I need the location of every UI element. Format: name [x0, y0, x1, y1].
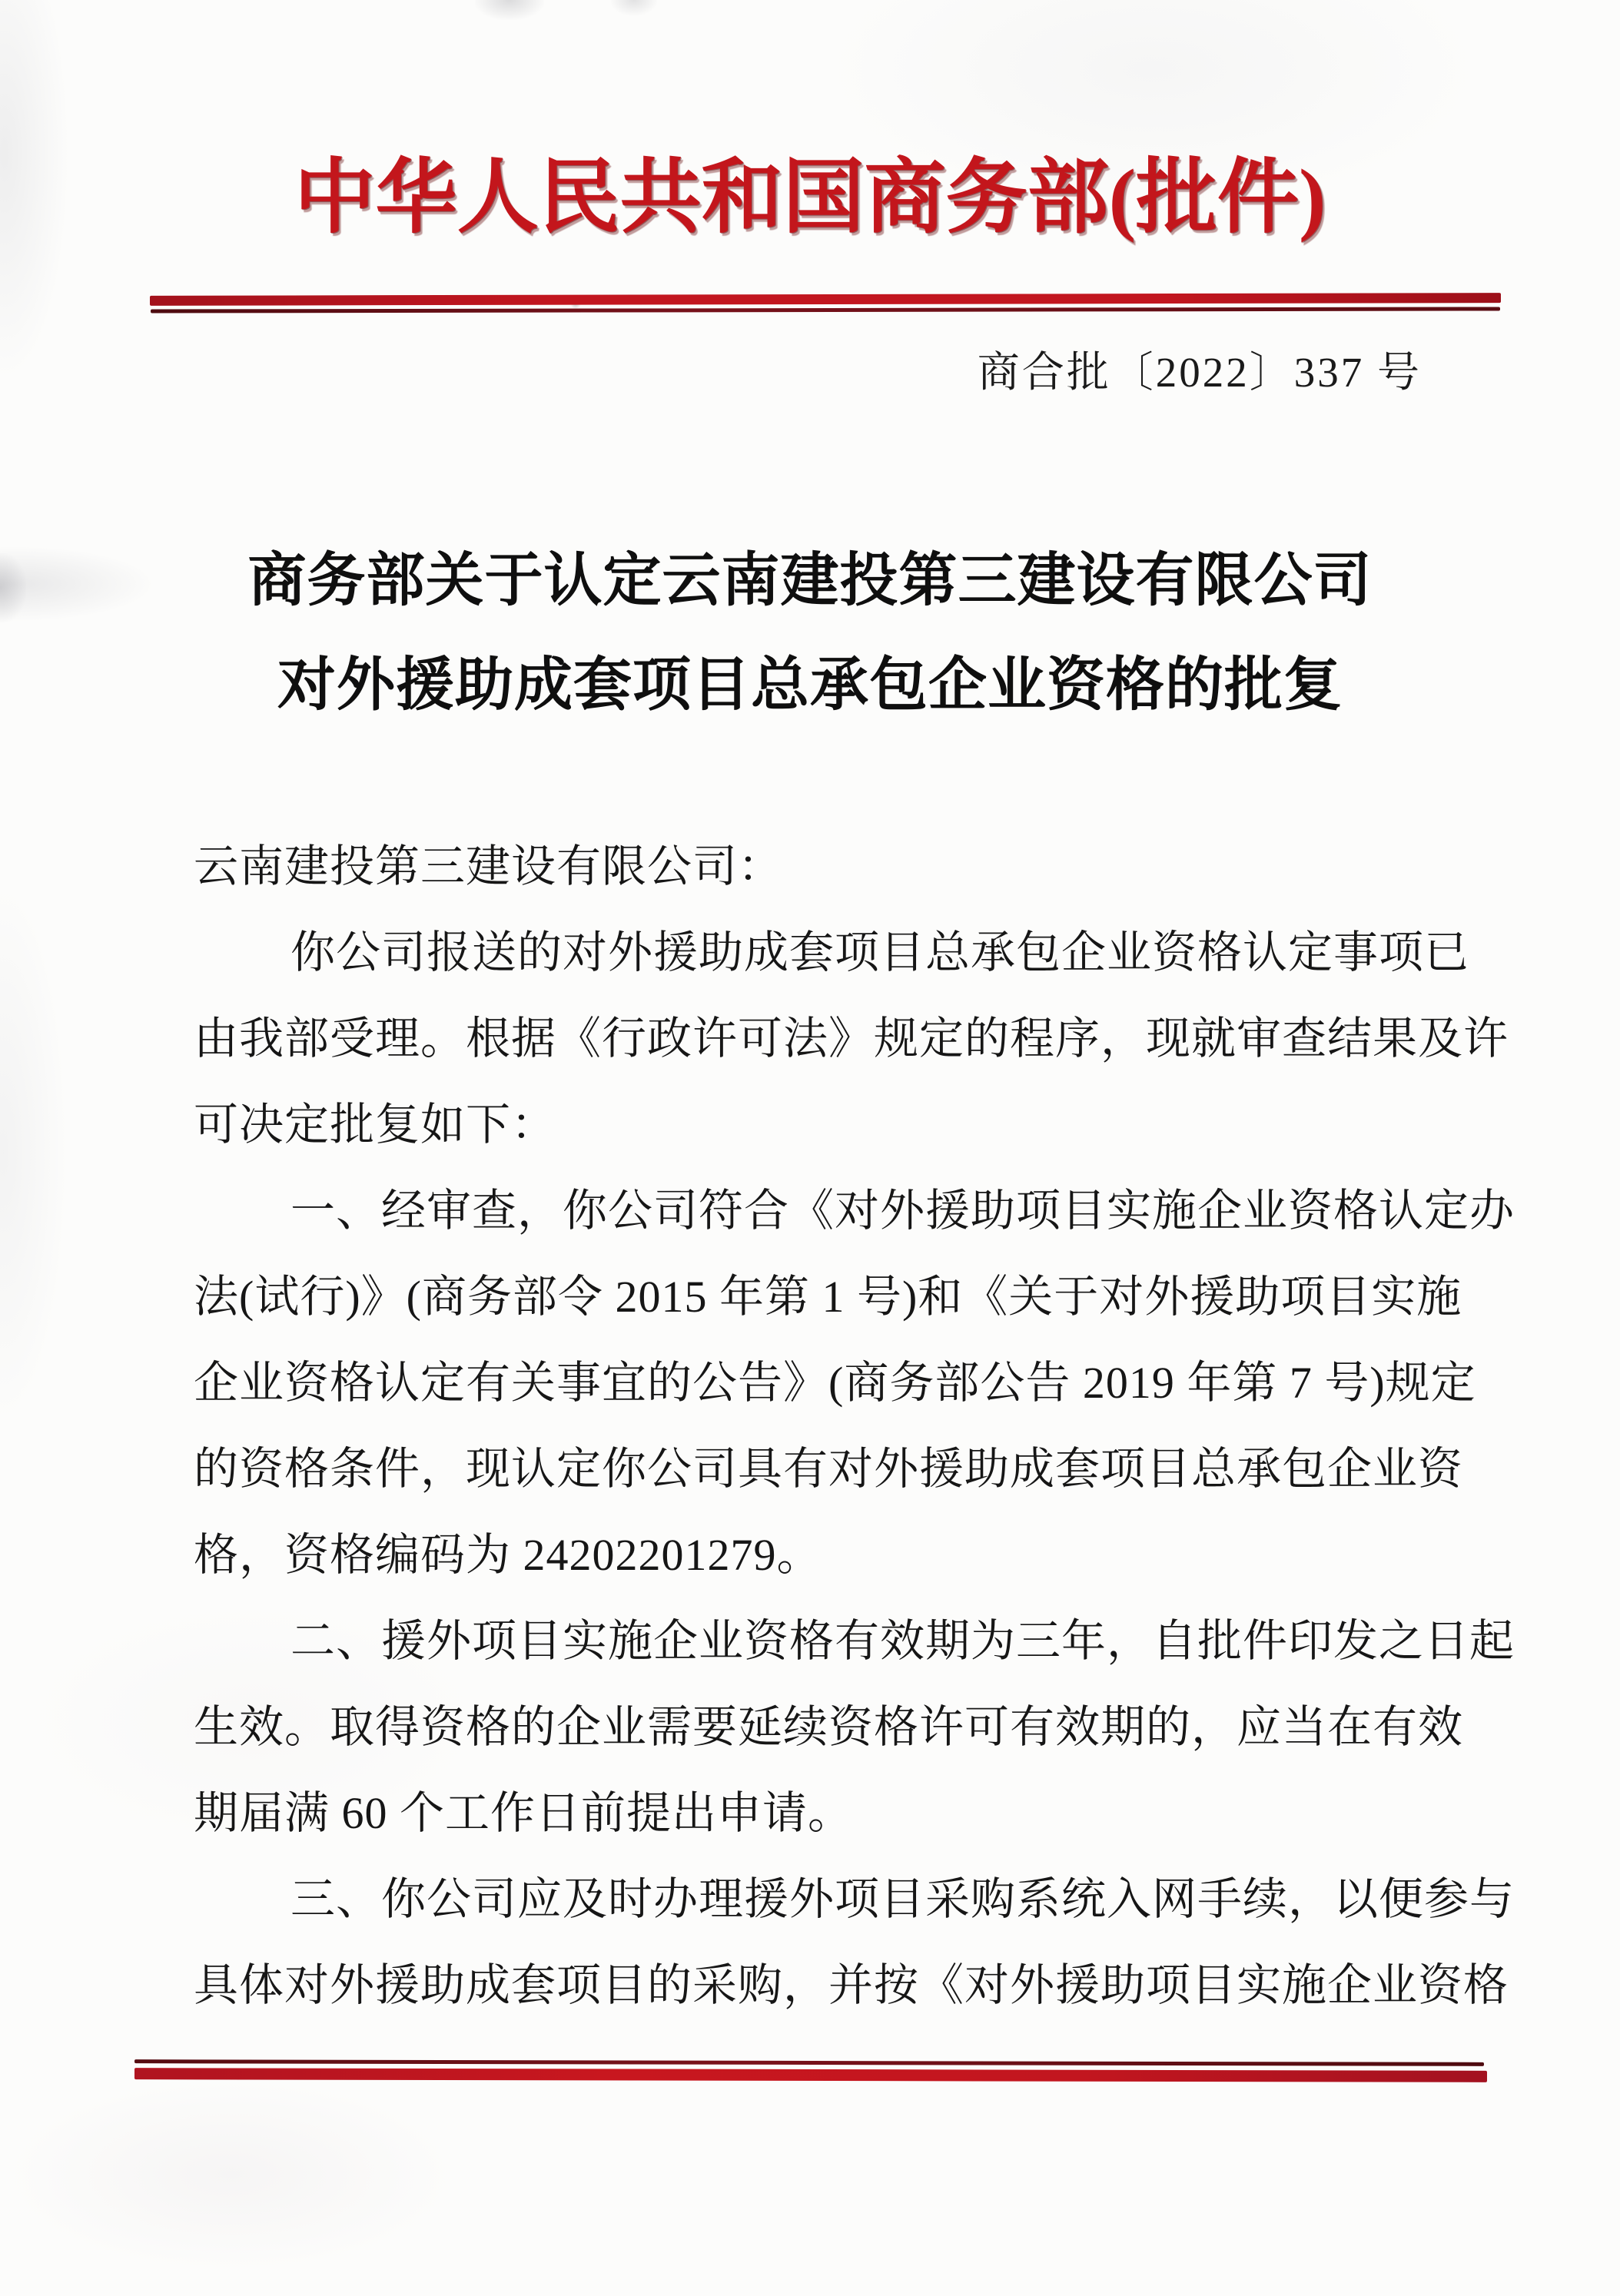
document-title-line-1: 商务部关于认定云南建投第三建设有限公司 [247, 549, 1373, 613]
document-number: 商合批〔2022〕337 号 [977, 349, 1422, 396]
document-title [0, 529, 1620, 738]
body-line: 一、经审查，你公司符合《对外援助项目实施企业资格认定办 [290, 1186, 1515, 1236]
red-rule-bottom-thin [134, 2059, 1484, 2066]
body-line: 具体对外援助成套项目的采购，并按《对外援助项目实施企业资格 [194, 1960, 1509, 2010]
body-line: 的资格条件，现认定你公司具有对外援助成套项目总承包企业资 [194, 1444, 1464, 1494]
body-line: 由我部受理。根据《行政许可法》规定的程序，现就审查结果及许 [194, 1014, 1509, 1063]
letterhead-title: 中华人民共和国商务部(批件) [294, 153, 1326, 243]
scan-smudge [475, 0, 544, 20]
body-line: 可决定批复如下： [194, 1100, 557, 1150]
body-line: 格，资格编码为 24202201279。 [194, 1530, 822, 1580]
red-rule-top-thick [150, 293, 1501, 306]
red-rule-bottom-thick [134, 2068, 1487, 2082]
document-body [194, 827, 1515, 2032]
body-line: 你公司报送的对外援助成套项目总承包企业资格认定事项已 [290, 927, 1470, 977]
body-line: 二、援外项目实施企业资格有效期为三年，自批件印发之日起 [290, 1616, 1515, 1666]
body-line: 企业资格认定有关事宜的公告》(商务部公告 2019 年第 7 号)规定 [194, 1358, 1476, 1408]
scan-smudge [611, 0, 657, 15]
red-rule-top-thin [151, 307, 1500, 313]
document-title-line-2: 对外援助成套项目总承包企业资格的批复 [277, 653, 1343, 718]
body-line: 期届满 60 个工作日前提出申请。 [194, 1788, 854, 1838]
body-line: 三、你公司应及时办理援外项目采购系统入网手续，以便参与 [290, 1874, 1515, 1924]
body-line: 法(试行)》(商务部令 2015 年第 1 号)和《关于对外援助项目实施 [194, 1272, 1462, 1322]
body-line: 生效。取得资格的企业需要延续资格许可有效期的，应当在有效 [194, 1702, 1464, 1752]
salutation-line: 云南建投第三建设有限公司： [194, 841, 784, 891]
